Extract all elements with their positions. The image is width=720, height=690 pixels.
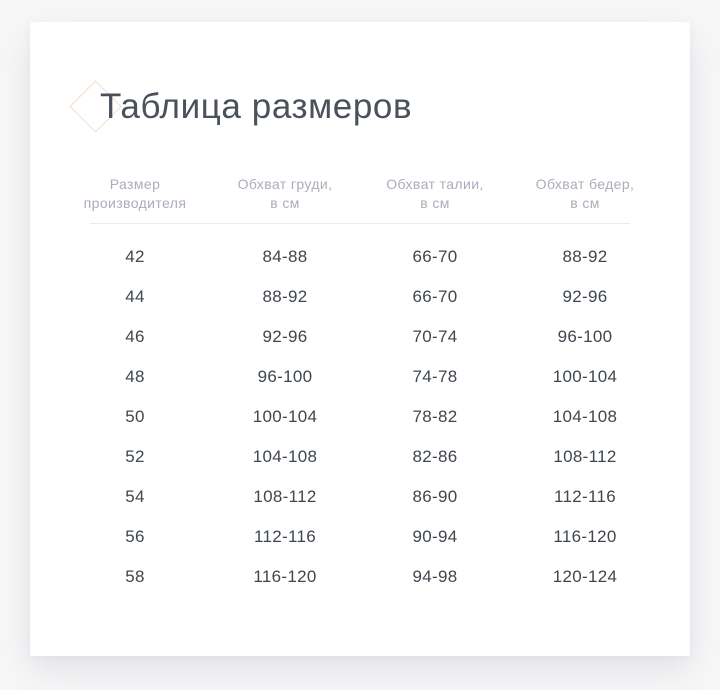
hips-cell: 100-104	[552, 367, 618, 386]
chest-cell: 104-108	[252, 447, 318, 466]
column-header-hips	[510, 175, 660, 213]
column-header-size	[60, 175, 210, 213]
waist-cell: 70-74	[412, 327, 458, 346]
size-cell: 46	[125, 327, 145, 346]
size-cell: 58	[125, 567, 145, 586]
hips-cell: 104-108	[552, 407, 618, 426]
hips-cell: 108-112	[553, 447, 617, 466]
column-header-chest-line1: Обхват груди,	[237, 176, 333, 192]
table-row	[60, 397, 660, 437]
waist-cell: 90-94	[412, 527, 458, 546]
waist-cell: 78-82	[412, 407, 458, 426]
table-row	[60, 517, 660, 557]
header-divider	[90, 223, 630, 224]
column-header-hips-line2: в см	[570, 195, 600, 211]
waist-cell: 82-86	[412, 447, 458, 466]
size-table-card	[30, 22, 690, 656]
size-cell: 52	[125, 447, 145, 466]
table-row	[60, 357, 660, 397]
size-cell: 48	[125, 367, 145, 386]
chest-cell: 84-88	[262, 247, 308, 266]
hips-cell: 88-92	[562, 247, 608, 266]
size-cell: 56	[125, 527, 145, 546]
chest-cell: 100-104	[252, 407, 318, 426]
chest-cell: 92-96	[262, 327, 308, 346]
hips-cell: 112-116	[554, 487, 616, 506]
column-header-chest-line2: в см	[270, 195, 300, 211]
waist-cell: 86-90	[412, 487, 458, 506]
waist-cell: 66-70	[412, 287, 458, 306]
hips-cell: 116-120	[553, 527, 617, 546]
waist-cell: 94-98	[412, 567, 458, 586]
column-header-hips-line1: Обхват бедер,	[535, 176, 635, 192]
chest-cell: 112-116	[254, 527, 316, 546]
table-row	[60, 237, 660, 277]
table-row	[60, 477, 660, 517]
column-header-waist-line1: Обхват талии,	[386, 176, 484, 192]
table-row	[60, 317, 660, 357]
size-table	[60, 175, 660, 597]
column-header-size-line1: Размер	[109, 176, 161, 192]
hips-cell: 120-124	[552, 567, 618, 586]
column-header-size-line2: производителя	[83, 195, 187, 211]
table-row	[60, 277, 660, 317]
table-body	[60, 237, 660, 597]
waist-cell: 66-70	[412, 247, 458, 266]
size-cell: 54	[125, 487, 145, 506]
page-title: Таблица размеров	[100, 87, 413, 126]
chest-cell: 108-112	[253, 487, 317, 506]
hips-cell: 92-96	[562, 287, 608, 306]
table-row	[60, 557, 660, 597]
table-header-row	[60, 175, 660, 213]
chest-cell: 88-92	[262, 287, 308, 306]
size-cell: 42	[125, 247, 145, 266]
column-header-waist-line2: в см	[420, 195, 450, 211]
size-cell: 44	[125, 287, 145, 306]
hips-cell: 96-100	[557, 327, 613, 346]
size-cell: 50	[125, 407, 145, 426]
table-row	[60, 437, 660, 477]
column-header-waist	[360, 175, 510, 213]
chest-cell: 116-120	[253, 567, 317, 586]
column-header-chest	[210, 175, 360, 213]
chest-cell: 96-100	[257, 367, 313, 386]
waist-cell: 74-78	[412, 367, 458, 386]
